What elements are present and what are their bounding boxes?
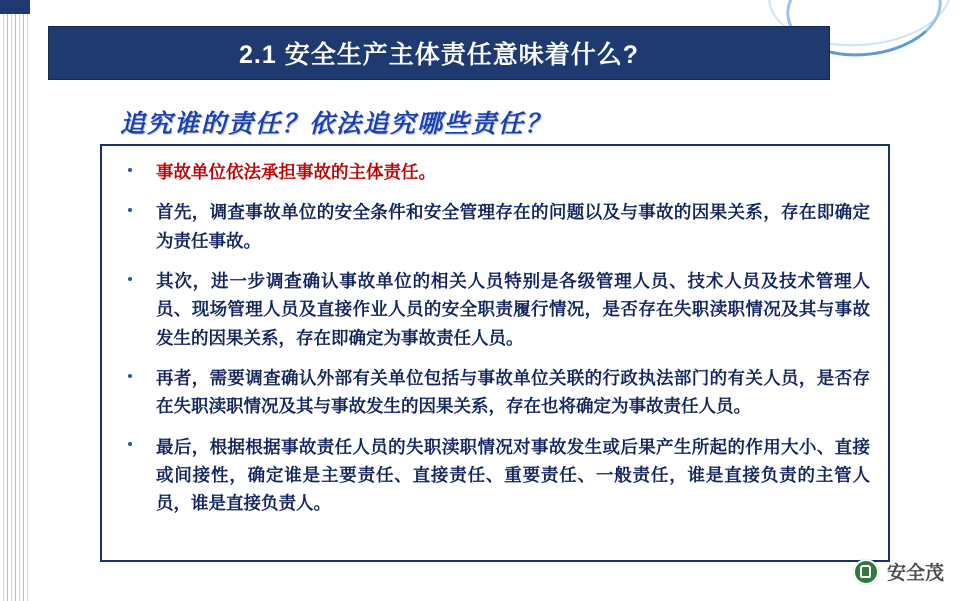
sub-heading: 追究谁的责任？依法追究哪些责任？ bbox=[120, 111, 553, 138]
list-item-text: 最后，根据根据事故责任人员的失职渎职情况对事故发生或后果产生所起的作用大小、直接或间接性，确定谁是主要责任、直接责任、重要责任、一般责任，谁是直接负责的主管人员，谁是直接负责人。 bbox=[156, 436, 870, 514]
bullet-dot-icon bbox=[128, 442, 132, 446]
left-stripe-decoration bbox=[0, 0, 30, 601]
bullet-dot-icon bbox=[128, 277, 132, 281]
bullet-dot-icon bbox=[128, 168, 132, 172]
slide-title-bar bbox=[48, 26, 830, 80]
list-item-text: 首先，调查事故单位的安全条件和安全管理存在的问题以及与事故的因果关系，存在即确定为责任事故。 bbox=[156, 202, 870, 251]
list-item bbox=[116, 433, 870, 518]
content-box bbox=[100, 144, 890, 562]
watermark-label: 安全茂 bbox=[886, 563, 944, 584]
list-item bbox=[116, 267, 870, 352]
left-stripe-top-block bbox=[0, 0, 30, 14]
bullet-dot-icon bbox=[128, 208, 132, 212]
list-item-text: 事故单位依法承担事故的主体责任。 bbox=[156, 162, 436, 182]
list-item-text: 其次，进一步调查确认事故单位的相关人员特别是各级管理人员、技术人员及技术管理人员、现场管理人员及直接作业人员的安全职责履行情况，是否存在失职渎职情况及其与事故发生的因果关系，存在即确定为事故责任人员。 bbox=[156, 271, 870, 348]
list-item bbox=[116, 158, 870, 186]
list-item-text: 再者，需要调查确认外部有关单位包括与事故单位关联的行政执法部门的有关人员，是否存在失职渎职情况及其与事故发生的因果关系，存在也将确定为事故责任人员。 bbox=[156, 368, 870, 417]
list-item bbox=[116, 364, 870, 421]
watermark bbox=[853, 558, 944, 585]
list-item bbox=[116, 198, 870, 255]
bullet-list bbox=[116, 158, 870, 518]
shield-logo-icon bbox=[853, 559, 879, 585]
bullet-dot-icon bbox=[128, 374, 132, 378]
page-title: 2.1 安全生产主体责任意味着什么? bbox=[239, 41, 639, 69]
